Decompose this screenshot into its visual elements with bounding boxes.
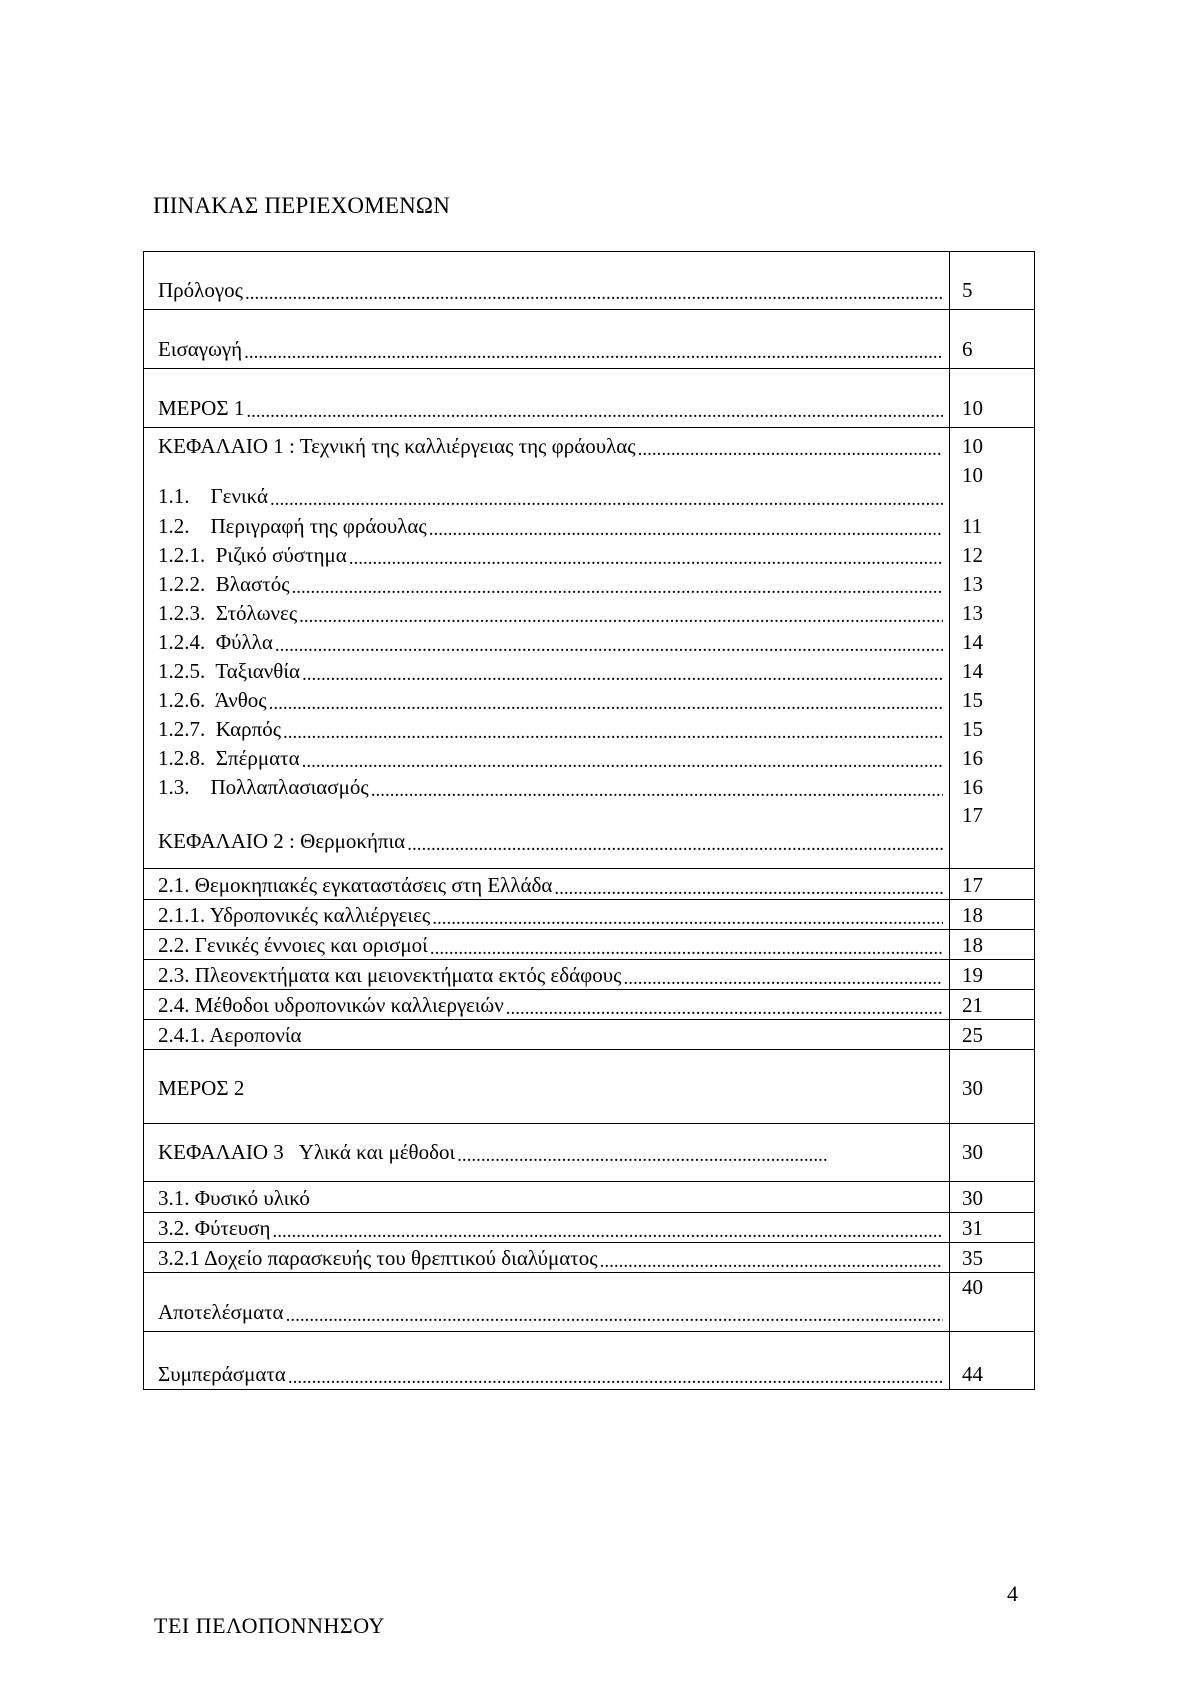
toc-entry-title: 1.2.6. Άνθος ..... — [144, 685, 949, 714]
toc-entry-page: 16 — [949, 772, 1034, 801]
toc-entry-title: Εισαγωγή ..... — [144, 310, 949, 368]
document-title: ΠΙΝΑΚΑΣ ΠΕΡΙΕΧΟΜΕΝΩΝ — [153, 193, 451, 218]
toc-entry-page: 30 — [949, 1050, 1034, 1123]
toc-entry-title: 3.2.1 Δοχείο παρασκευής του θρεπτικού διαλύματος ..... — [144, 1243, 949, 1272]
toc-entry-title: ΚΕΦΑΛΑΙΟ 2 : Θερμοκήπια ..... — [144, 801, 949, 868]
toc-entry-title: 1.2.7. Καρπός ..... — [144, 714, 949, 743]
toc-entry-page: 18 — [949, 930, 1034, 959]
toc-entry-page: 25 — [949, 1020, 1034, 1049]
toc-entry-page: 10 — [949, 369, 1034, 427]
toc-entry-page: 11 — [949, 511, 1034, 540]
toc-entry-title: 2.1.1. Υδροπονικές καλλιέργειες ..... — [144, 900, 949, 929]
toc-entry-title: ΜΕΡΟΣ 1 ..... — [144, 369, 949, 427]
toc-entry-title: 1.1. Γενικά ..... — [144, 461, 949, 511]
toc-entry-title: 1.2.4. Φύλλα ..... — [144, 627, 949, 656]
toc-entry-page: 10 — [949, 428, 1034, 461]
toc-row — [144, 511, 1034, 540]
toc-row — [144, 428, 1034, 461]
toc-entry-page: 30 — [949, 1182, 1034, 1212]
toc-entry-page: 16 — [949, 743, 1034, 772]
toc-entry-title: 1.2.1. Ριζικό σύστημα ..... — [144, 540, 949, 569]
toc-entry-page: 17 — [949, 801, 1034, 868]
toc-entry-page: 19 — [949, 960, 1034, 989]
toc-entry-title: 1.3. Πολλαπλασιασμός ..... — [144, 772, 949, 801]
toc-row — [144, 900, 1034, 930]
toc-entry-page: 12 — [949, 540, 1034, 569]
toc-entry-title: 1.2. Περιγραφή της φράουλας ..... — [144, 511, 949, 540]
toc-entry-title: 1.2.3. Στόλωνες ..... — [144, 598, 949, 627]
toc-entry-page: 21 — [949, 990, 1034, 1019]
toc-entry-title: 2.3. Πλεονεκτήματα και μειονεκτήματα εκτός εδάφους ..... — [144, 960, 949, 989]
toc-row — [144, 1182, 1034, 1213]
toc-row — [144, 540, 1034, 569]
toc-row — [144, 569, 1034, 598]
toc-row — [144, 1124, 1034, 1182]
toc-row — [144, 685, 1034, 714]
toc-row — [144, 772, 1034, 801]
toc-row — [144, 627, 1034, 656]
toc-entry-title: Πρόλογος ..... — [144, 252, 949, 309]
toc-row — [144, 1243, 1034, 1273]
toc-entry-title: 1.2.8. Σπέρματα ..... — [144, 743, 949, 772]
toc-entry-page: 31 — [949, 1213, 1034, 1242]
toc-row — [144, 960, 1034, 990]
page-number: 4 — [1007, 1581, 1018, 1606]
toc-entry-title: 2.4. Μέθοδοι υδροπονικών καλλιεργειών ..... — [144, 990, 949, 1019]
toc-entry-title: 2.4.1. Αεροπονία — [158, 1023, 302, 1047]
toc-entry-page: 6 — [949, 310, 1034, 368]
toc-row — [144, 1332, 1034, 1389]
toc-entry-page: 35 — [949, 1243, 1034, 1272]
toc-entry-title: 1.2.5. Ταξιανθία ..... — [144, 656, 949, 685]
toc-entry-page: 13 — [949, 598, 1034, 627]
toc-row — [144, 869, 1034, 900]
toc-row — [144, 369, 1034, 428]
toc-entry-title: Συμπεράσματα ..... — [144, 1332, 949, 1389]
footer-institution: ΤΕΙ ΠΕΛΟΠΟΝΝΗΣΟΥ — [154, 1613, 385, 1638]
toc-entry-title: 1.2.2. Βλαστός ..... — [144, 569, 949, 598]
toc-entry-title: 2.1. Θεμοκηπιακές εγκαταστάσεις στη Ελλάδα ..... — [144, 869, 949, 899]
toc-entry-page: 13 — [949, 569, 1034, 598]
toc-entry-page: 5 — [949, 252, 1034, 309]
toc-entry-page: 44 — [949, 1332, 1034, 1389]
toc-row — [144, 714, 1034, 743]
toc-entry-title: ΚΕΦΑΛΑΙΟ 3 Υλικά και μέθοδοι ..... — [144, 1124, 949, 1181]
toc-entry-page: 18 — [949, 900, 1034, 929]
toc-row — [144, 598, 1034, 627]
toc-row — [144, 461, 1034, 511]
toc-entry-page: 30 — [949, 1124, 1034, 1181]
toc-row — [144, 1213, 1034, 1243]
toc-row — [144, 743, 1034, 772]
toc-row — [144, 1020, 1034, 1050]
toc-row — [144, 656, 1034, 685]
toc-row — [144, 310, 1034, 369]
toc-entry-title: ΜΕΡΟΣ 2 — [158, 1076, 245, 1100]
toc-entry-title: Αποτελέσματα ..... — [144, 1273, 949, 1331]
toc-entry-title: ΚΕΦΑΛΑΙΟ 1 : Τεχνική της καλλιέργειας της φράουλας ..... — [144, 428, 949, 461]
toc-row — [144, 1273, 1034, 1332]
toc-entry-page: 15 — [949, 714, 1034, 743]
toc-row — [144, 1050, 1034, 1124]
toc-entry-title: 3.1. Φυσικό υλικό — [158, 1186, 310, 1210]
toc-entry-page: 40 — [949, 1273, 1034, 1331]
toc-entry-page: 10 — [949, 461, 1034, 511]
toc-row — [144, 801, 1034, 869]
table-of-contents — [143, 251, 1035, 1390]
toc-entry-title: 3.2. Φύτευση ..... — [144, 1213, 949, 1242]
toc-entry-page: 15 — [949, 685, 1034, 714]
toc-row — [144, 252, 1034, 310]
toc-row — [144, 990, 1034, 1020]
toc-entry-page: 14 — [949, 656, 1034, 685]
toc-entry-page: 17 — [949, 869, 1034, 899]
toc-entry-title: 2.2. Γενικές έννοιες και ορισμοί ..... — [144, 930, 949, 959]
toc-row — [144, 930, 1034, 960]
toc-entry-page: 14 — [949, 627, 1034, 656]
